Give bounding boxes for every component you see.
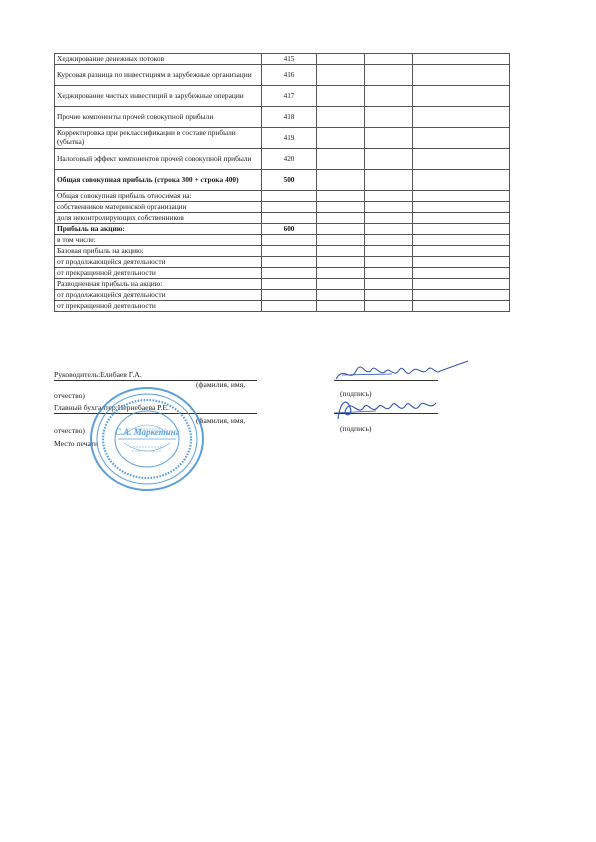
row-value-cell	[317, 191, 365, 202]
row-value-cell	[317, 213, 365, 224]
table-row	[55, 257, 510, 268]
row-code: 418	[262, 107, 317, 128]
row-value-cell	[413, 191, 510, 202]
row-value-cell	[317, 107, 365, 128]
row-value-cell	[365, 170, 413, 191]
table-row	[55, 268, 510, 279]
row-label: Общая совокупная прибыль относимая на:	[55, 191, 262, 202]
company-stamp-icon	[88, 385, 206, 493]
table-row	[55, 191, 510, 202]
row-value-cell	[413, 224, 510, 235]
row-value-cell	[365, 54, 413, 65]
row-label: Хеджирование чистых инвестиций в зарубежные операции	[55, 86, 262, 107]
row-value-cell	[413, 202, 510, 213]
row-label: Хеджирование денежных потоков	[55, 54, 262, 65]
row-value-cell	[365, 235, 413, 246]
row-code: 416	[262, 65, 317, 86]
table-row	[55, 107, 510, 128]
row-value-cell	[365, 191, 413, 202]
director-label: Руководитель:Елибаев Г.А.	[54, 370, 142, 379]
table-row	[55, 65, 510, 86]
row-value-cell	[413, 290, 510, 301]
row-value-cell	[413, 213, 510, 224]
row-label: Прибыль на акцию:	[55, 224, 262, 235]
table-row	[55, 301, 510, 312]
row-value-cell	[317, 170, 365, 191]
row-code	[262, 279, 317, 290]
report-rows	[55, 54, 510, 312]
row-code	[262, 235, 317, 246]
row-value-cell	[365, 65, 413, 86]
row-value-cell	[413, 301, 510, 312]
accountant-patronymic-caption: отчество)	[54, 426, 85, 435]
row-value-cell	[365, 128, 413, 149]
row-code	[262, 246, 317, 257]
row-value-cell	[317, 290, 365, 301]
row-value-cell	[317, 202, 365, 213]
row-value-cell	[365, 268, 413, 279]
row-value-cell	[413, 279, 510, 290]
table-row	[55, 86, 510, 107]
row-label: Разводненная прибыль на акцию:	[55, 279, 262, 290]
row-label: в том числе:	[55, 235, 262, 246]
director-patronymic-caption: отчество)	[54, 391, 85, 400]
table-row	[55, 290, 510, 301]
row-value-cell	[317, 224, 365, 235]
row-code: 417	[262, 86, 317, 107]
row-code	[262, 257, 317, 268]
report-table	[54, 53, 510, 312]
row-label: доля неконтролирующих собственников	[55, 213, 262, 224]
table-row	[55, 202, 510, 213]
row-value-cell	[413, 170, 510, 191]
row-value-cell	[365, 86, 413, 107]
row-label: Общая совокупная прибыль (строка 300 + строка 400)	[55, 170, 262, 191]
table-row	[55, 170, 510, 191]
row-code: 420	[262, 149, 317, 170]
stamp-center-text: С.А. Маркетинг	[114, 427, 180, 437]
row-code: 600	[262, 224, 317, 235]
row-value-cell	[365, 224, 413, 235]
row-value-cell	[413, 65, 510, 86]
row-value-cell	[365, 279, 413, 290]
row-value-cell	[365, 290, 413, 301]
row-value-cell	[413, 257, 510, 268]
table-row	[55, 279, 510, 290]
row-code	[262, 290, 317, 301]
row-value-cell	[317, 86, 365, 107]
row-label: Курсовая разница по инвестициям в зарубежные организации	[55, 65, 262, 86]
director-signature-icon	[332, 357, 472, 387]
row-label: Базовая прибыль на акцию:	[55, 246, 262, 257]
accountant-signature-icon	[332, 393, 442, 425]
row-value-cell	[317, 268, 365, 279]
row-code	[262, 268, 317, 279]
row-code	[262, 191, 317, 202]
row-value-cell	[413, 107, 510, 128]
row-label: от продолжающейся деятельности	[55, 257, 262, 268]
table-row	[55, 235, 510, 246]
row-value-cell	[317, 246, 365, 257]
row-value-cell	[317, 65, 365, 86]
row-value-cell	[317, 128, 365, 149]
row-value-cell	[365, 213, 413, 224]
row-code	[262, 213, 317, 224]
table-row	[55, 149, 510, 170]
row-label: Прочие компоненты прочей совокупной прибыли	[55, 107, 262, 128]
row-label: собственников материнской организации	[55, 202, 262, 213]
row-code: 415	[262, 54, 317, 65]
row-code: 500	[262, 170, 317, 191]
row-value-cell	[317, 54, 365, 65]
row-value-cell	[317, 279, 365, 290]
row-label: Налоговый эффект компонентов прочей совокупной прибыли	[55, 149, 262, 170]
row-code	[262, 202, 317, 213]
row-label: от прекращенной деятельности	[55, 268, 262, 279]
director-fio-caption: (фамилия, имя,	[196, 380, 246, 389]
row-value-cell	[365, 246, 413, 257]
row-value-cell	[365, 301, 413, 312]
row-value-cell	[317, 301, 365, 312]
row-value-cell	[365, 149, 413, 170]
row-value-cell	[413, 149, 510, 170]
director-sign-caption: (подпись)	[340, 389, 372, 398]
row-value-cell	[413, 246, 510, 257]
table-row	[55, 224, 510, 235]
row-value-cell	[365, 107, 413, 128]
row-value-cell	[317, 235, 365, 246]
table-row	[55, 213, 510, 224]
seal-place-label: Место печати	[54, 439, 99, 448]
row-value-cell	[317, 257, 365, 268]
row-label: Корректировка при реклассификации в составе прибыли (убытка)	[55, 128, 262, 149]
row-value-cell	[413, 128, 510, 149]
accountant-sign-caption: (подпись)	[340, 424, 372, 433]
table-row	[55, 128, 510, 149]
table-row	[55, 54, 510, 65]
row-label: от продолжающейся деятельности	[55, 290, 262, 301]
row-value-cell	[365, 202, 413, 213]
row-code	[262, 301, 317, 312]
row-value-cell	[413, 86, 510, 107]
accountant-fio-caption: (фамилия, имя,	[196, 416, 246, 425]
row-value-cell	[413, 54, 510, 65]
row-label: от прекращенной деятельности	[55, 301, 262, 312]
accountant-label: Главный бухгалтер:Нернебаева Р.Е.	[54, 403, 169, 412]
row-value-cell	[365, 257, 413, 268]
row-value-cell	[317, 149, 365, 170]
table-row	[55, 246, 510, 257]
row-code: 419	[262, 128, 317, 149]
row-value-cell	[413, 235, 510, 246]
row-value-cell	[413, 268, 510, 279]
